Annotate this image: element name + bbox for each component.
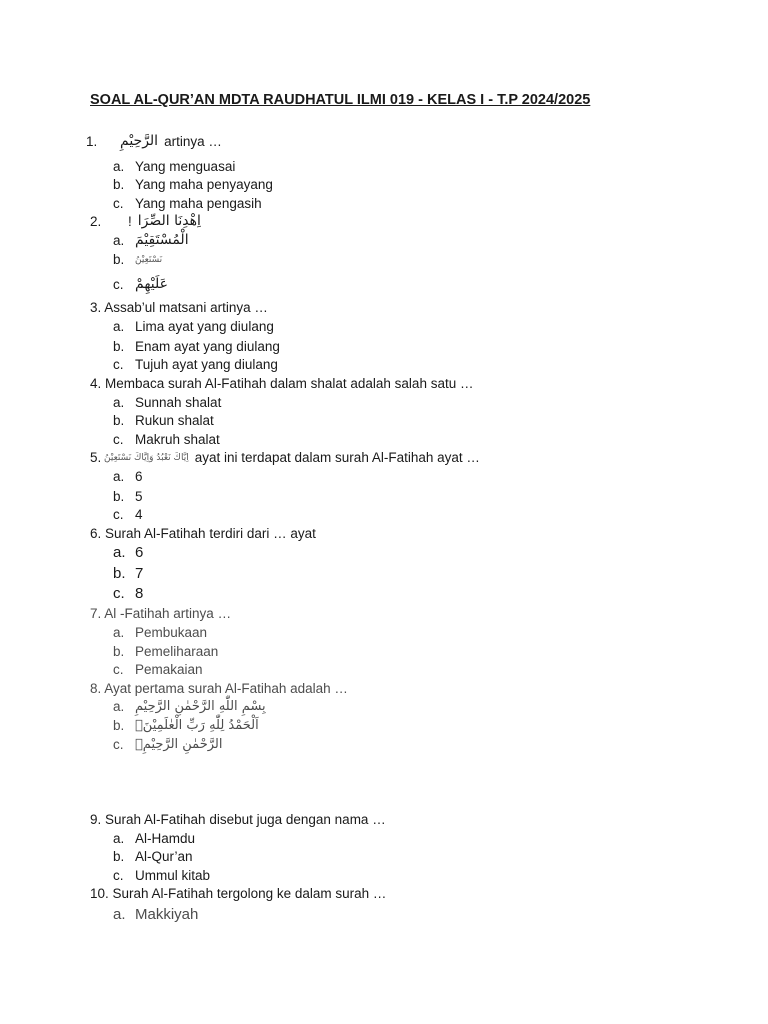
option-b[interactable] bbox=[113, 339, 280, 354]
option-text: 4 bbox=[135, 507, 143, 522]
option-text: Makkiyah bbox=[135, 906, 199, 923]
option-letter: a. bbox=[113, 544, 126, 561]
option-letter: a. bbox=[113, 469, 125, 484]
question-number: 5. bbox=[90, 450, 102, 465]
option-arabic-text: اَلْحَمْدُ لِلّٰهِ رَبِّ الْعٰلَمِيْنَۙ bbox=[135, 718, 259, 733]
option-text: Ummul kitab bbox=[135, 868, 211, 883]
option-text: 8 bbox=[135, 585, 144, 602]
option-c[interactable] bbox=[113, 357, 278, 372]
option-letter: b. bbox=[113, 339, 125, 354]
option-letter: b. bbox=[113, 489, 125, 504]
option-letter: a. bbox=[113, 699, 125, 714]
option-arabic-text: الرَّحْمٰنِ الرَّحِيْمِۙ bbox=[135, 737, 223, 752]
option-c[interactable] bbox=[113, 737, 222, 752]
question-7: 7. Al -Fatihah artinya … bbox=[90, 606, 232, 621]
option-c[interactable] bbox=[113, 196, 262, 211]
option-a[interactable] bbox=[113, 699, 266, 714]
question-6: 6. Surah Al-Fatihah terdiri dari … ayat bbox=[90, 526, 316, 541]
option-b[interactable] bbox=[113, 565, 143, 582]
question-arabic-text: اِهْدِنَا الصِّرَا bbox=[137, 213, 201, 229]
option-text: 5 bbox=[135, 489, 143, 504]
option-b[interactable] bbox=[113, 489, 143, 504]
option-a[interactable] bbox=[113, 831, 195, 846]
option-b[interactable] bbox=[113, 849, 193, 864]
question-number: 2. bbox=[90, 213, 102, 229]
option-text: Sunnah shalat bbox=[135, 395, 222, 410]
option-c[interactable] bbox=[113, 662, 203, 677]
option-text: Makruh shalat bbox=[135, 432, 220, 447]
option-letter: c. bbox=[113, 868, 124, 883]
option-b[interactable] bbox=[113, 644, 218, 659]
page-title: SOAL AL-QUR’AN MDTA RAUDHATUL ILMI 019 - KELAS I - T.P 2024/2025 bbox=[90, 92, 591, 108]
option-text: Lima ayat yang diulang bbox=[135, 319, 274, 334]
question-1 bbox=[86, 133, 222, 149]
option-text: Yang maha penyayang bbox=[135, 177, 273, 192]
option-letter: a. bbox=[113, 159, 125, 174]
question-arabic-text: اِيَّاكَ نَعْبُدُ وَاِيَّاكَ نَسْتَعِيْنُ bbox=[104, 452, 189, 463]
option-letter: a. bbox=[113, 906, 126, 923]
option-text: Enam ayat yang diulang bbox=[135, 339, 280, 354]
option-letter: a. bbox=[113, 831, 125, 846]
question-8: 8. Ayat pertama surah Al-Fatihah adalah … bbox=[90, 681, 348, 696]
option-text: Yang maha pengasih bbox=[135, 196, 262, 211]
option-text: Pemeliharaan bbox=[135, 644, 219, 659]
option-text: Rukun shalat bbox=[135, 413, 214, 428]
option-text: Yang menguasai bbox=[135, 159, 236, 174]
question-9: 9. Surah Al-Fatihah disebut juga dengan nama … bbox=[90, 812, 386, 827]
option-b[interactable] bbox=[113, 718, 259, 733]
option-arabic-text: الْمُسْتَقِيْمَ bbox=[135, 232, 189, 248]
option-a[interactable] bbox=[113, 232, 189, 248]
question-number: 1. bbox=[86, 133, 98, 149]
option-a[interactable] bbox=[113, 469, 143, 484]
option-letter: b. bbox=[113, 644, 125, 659]
option-letter: b. bbox=[113, 252, 125, 267]
option-letter: c. bbox=[113, 432, 124, 447]
option-a[interactable] bbox=[113, 625, 207, 640]
option-letter: c. bbox=[113, 276, 124, 292]
question-10: 10. Surah Al-Fatihah tergolong ke dalam surah … bbox=[90, 886, 387, 901]
option-letter: b. bbox=[113, 849, 125, 864]
option-text: Al-Qur’an bbox=[135, 849, 193, 864]
question-text: ayat ini terdapat dalam surah Al-Fatihah ayat … bbox=[194, 450, 480, 465]
option-a[interactable] bbox=[113, 544, 143, 561]
option-letter: b. bbox=[113, 177, 125, 192]
option-arabic-text: نَسْتَعِيْنُ bbox=[135, 254, 163, 265]
option-letter: a. bbox=[113, 232, 125, 248]
option-b[interactable] bbox=[113, 413, 214, 428]
option-c[interactable] bbox=[113, 868, 210, 883]
option-letter: b. bbox=[113, 413, 125, 428]
question-text: artinya … bbox=[164, 133, 222, 149]
option-c[interactable] bbox=[113, 507, 143, 522]
option-letter: a. bbox=[113, 319, 125, 334]
option-text: Pemakaian bbox=[135, 662, 203, 677]
option-letter: c. bbox=[113, 507, 124, 522]
question-5 bbox=[90, 450, 480, 465]
option-c[interactable] bbox=[113, 432, 220, 447]
option-a[interactable] bbox=[113, 319, 274, 334]
option-a[interactable] bbox=[113, 159, 235, 174]
question-2 bbox=[90, 213, 201, 229]
option-a[interactable] bbox=[113, 395, 221, 410]
option-letter: c. bbox=[113, 737, 124, 752]
option-letter: b. bbox=[113, 718, 125, 733]
option-b[interactable] bbox=[113, 252, 162, 267]
option-b[interactable] bbox=[113, 177, 273, 192]
option-text: Tujuh ayat yang diulang bbox=[135, 357, 278, 372]
option-letter: c. bbox=[113, 662, 124, 677]
option-text: Pembukaan bbox=[135, 625, 208, 640]
question-4: 4. Membaca surah Al-Fatihah dalam shalat adalah salah satu … bbox=[90, 376, 474, 391]
option-letter: a. bbox=[113, 625, 125, 640]
option-text: 7 bbox=[135, 565, 144, 582]
option-letter: c. bbox=[113, 357, 124, 372]
option-letter: b. bbox=[113, 565, 126, 582]
option-letter: c. bbox=[113, 196, 124, 211]
option-c[interactable] bbox=[113, 276, 168, 292]
option-letter: c. bbox=[113, 585, 125, 602]
option-text: 6 bbox=[135, 544, 144, 561]
option-arabic-text: عَلَيْهِمْ bbox=[135, 276, 168, 292]
option-text: 6 bbox=[135, 469, 143, 484]
option-arabic-text: بِسْمِ اللّٰهِ الرَّحْمٰنِ الرَّحِيْمِ bbox=[135, 699, 266, 714]
question-3: 3. Assab’ul matsani artinya … bbox=[90, 300, 268, 315]
option-a[interactable] bbox=[113, 906, 198, 923]
option-letter: a. bbox=[113, 395, 125, 410]
option-text: Al-Hamdu bbox=[135, 831, 196, 846]
option-c[interactable] bbox=[113, 585, 143, 602]
question-suffix: ! bbox=[128, 213, 132, 229]
question-arabic-text: الرَّحِيْمِ bbox=[120, 133, 159, 149]
